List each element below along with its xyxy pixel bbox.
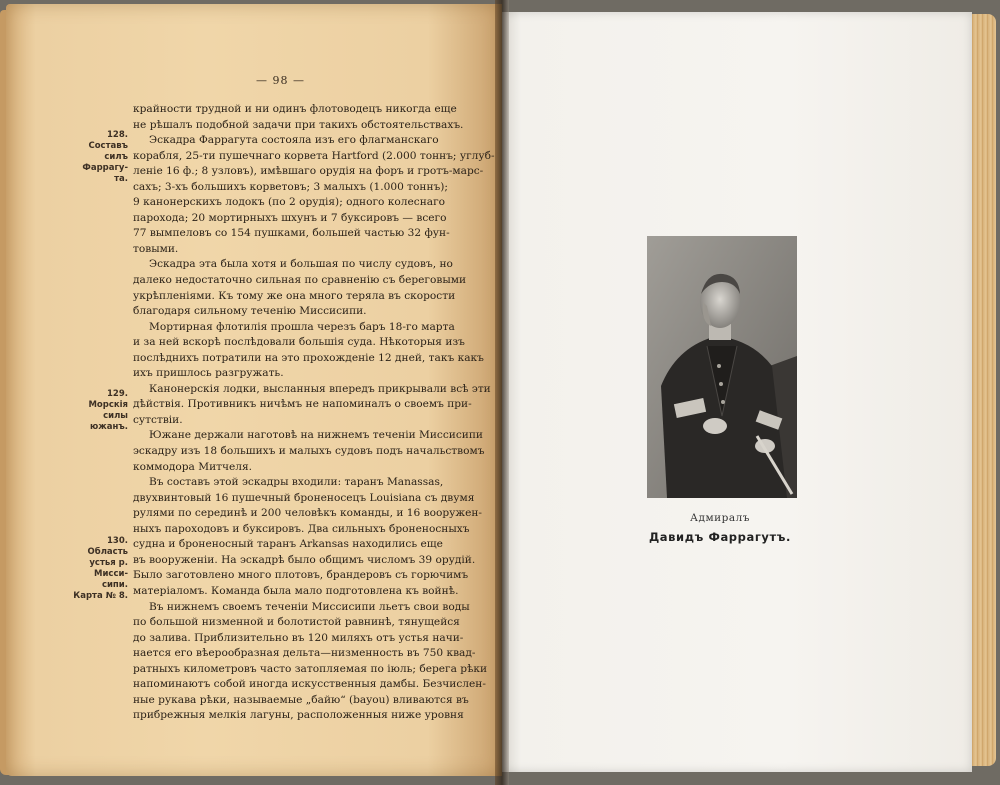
body-line: Эскадра эта была хотя и большая по числу судовъ, но — [149, 258, 453, 271]
portrait-caption-name: Давидъ Фаррагутъ. — [648, 530, 792, 544]
side-note-129: 129. Морскія силы южанъ. — [88, 389, 128, 432]
body-line: корабля, 25-ти пушечнаго корвета Hartford (2.000 тоннъ; углуб- — [133, 149, 495, 162]
body-line: далеко недостаточно сильная по сравненію съ береговыми — [133, 274, 467, 287]
body-line: 9 канонерскихъ лодокъ (по 2 орудія); одного колеснаго — [133, 196, 446, 209]
body-line: сутствіи. — [133, 413, 183, 426]
body-line: Въ составъ этой эскадры входили: таранъ Manassas, — [149, 476, 444, 489]
book-spine — [495, 0, 509, 785]
body-line: дѣйствія. Противникъ ничѣмъ не напоминалъ о своемъ при- — [133, 398, 472, 411]
body-line: парохода; 20 мортирныхъ шхунъ и 7 буксировъ — всего — [133, 211, 447, 224]
body-line: Канонерскія лодки, высланныя впередъ прикрывали всѣ эти — [149, 382, 491, 395]
body-line: рулями по серединѣ и 200 человѣкъ команды, и 16 вооружен- — [133, 507, 483, 520]
body-text — [133, 102, 495, 724]
page-number: — 98 — — [256, 74, 305, 87]
body-line: коммодора Митчеля. — [133, 460, 253, 473]
body-line: въ вооруженіи. На эскадрѣ было общимъ числомъ 39 орудій. — [133, 553, 476, 566]
side-note-130: 130. Область устья р. Мисси- сипи. Карта № 8. — [73, 536, 128, 601]
body-line: по большой низменной и болотистой равнинѣ, тянущейся — [133, 616, 460, 629]
body-line: крайности трудной и ни одинъ флотоводецъ никогда еще — [133, 103, 457, 115]
body-line: 77 вымпеловъ со 154 пушками, большей частью 32 фун- — [133, 227, 450, 240]
body-line: напоминаютъ собой иногда искусственныя дамбы. Безчислен- — [133, 678, 486, 691]
body-line: ныхъ пароходовъ и буксировъ. Два сильныхъ броненосныхъ — [133, 522, 470, 535]
body-line: послѣднихъ потратили на это прохожденіе 12 дней, такъ какъ — [133, 351, 484, 364]
body-line: Южане держали наготовѣ на нижнемъ теченіи Миссисипи — [149, 429, 483, 442]
admiral-portrait-photo — [647, 236, 797, 498]
body-line: Въ нижнемъ своемъ теченіи Миссисипи льетъ свои воды — [149, 600, 470, 613]
body-line: не рѣшалъ подобной задачи при такихъ обстоятельствахъ. — [133, 118, 464, 131]
body-line: ихъ пришлось разгружать. — [133, 367, 284, 380]
body-line: Было заготовлено много плотовъ, брандеровъ съ горючимъ — [133, 569, 469, 582]
body-line: двухвинтовый 16 пушечный броненосецъ Louisiana съ двумя — [133, 491, 475, 504]
body-line: товыми. — [133, 242, 179, 255]
body-line: матеріаломъ. Команда была мало подготовлена къ войнѣ. — [133, 584, 459, 597]
side-note-128: 128. Составъ силъ Фаррагу- та. — [82, 130, 128, 184]
portrait-caption-rank: Адмиралъ — [690, 512, 750, 524]
body-line: эскадру изъ 18 большихъ и малыхъ судовъ подъ начальствомъ — [133, 445, 485, 458]
body-line: до залива. Приблизительно въ 120 миляхъ отъ устья начи- — [133, 631, 464, 644]
body-line: ные рукава рѣки, называемые „байю“ (bayou) вливаются въ — [133, 693, 469, 706]
body-line: укрѣпленіями. Къ тому же она много теряла въ скорости — [133, 289, 456, 302]
body-line: нается его вѣерообразная дельта—низменность въ 750 квад- — [133, 647, 476, 660]
body-line: Мортирная флотилія прошла черезъ баръ 18-го марта — [149, 320, 455, 333]
right-page-edges — [968, 14, 996, 766]
body-line: и за ней вскорѣ послѣдовали большія суда. Нѣкоторыя изъ — [133, 336, 465, 349]
body-line: сахъ; 3-хъ большихъ корветовъ; 3 малыхъ (1.000 тоннъ); — [133, 180, 448, 193]
body-line: леніе 16 ф.; 8 узловъ), имѣвшаго орудія на форъ и гротъ-марс- — [133, 165, 484, 178]
body-line: ратныхъ километровъ часто затопляемая по іюль; берега рѣки — [133, 662, 488, 675]
body-line: благодаря сильному теченію Миссисипи. — [133, 305, 367, 318]
body-line: Эскадра Фаррагута состояла изъ его флагманскаго — [149, 134, 439, 147]
body-line: судна и броненосный таранъ Arkansas находились еще — [133, 538, 443, 551]
body-line: прибрежныя мелкія лагуны, расположенныя ниже уровня — [133, 709, 464, 722]
